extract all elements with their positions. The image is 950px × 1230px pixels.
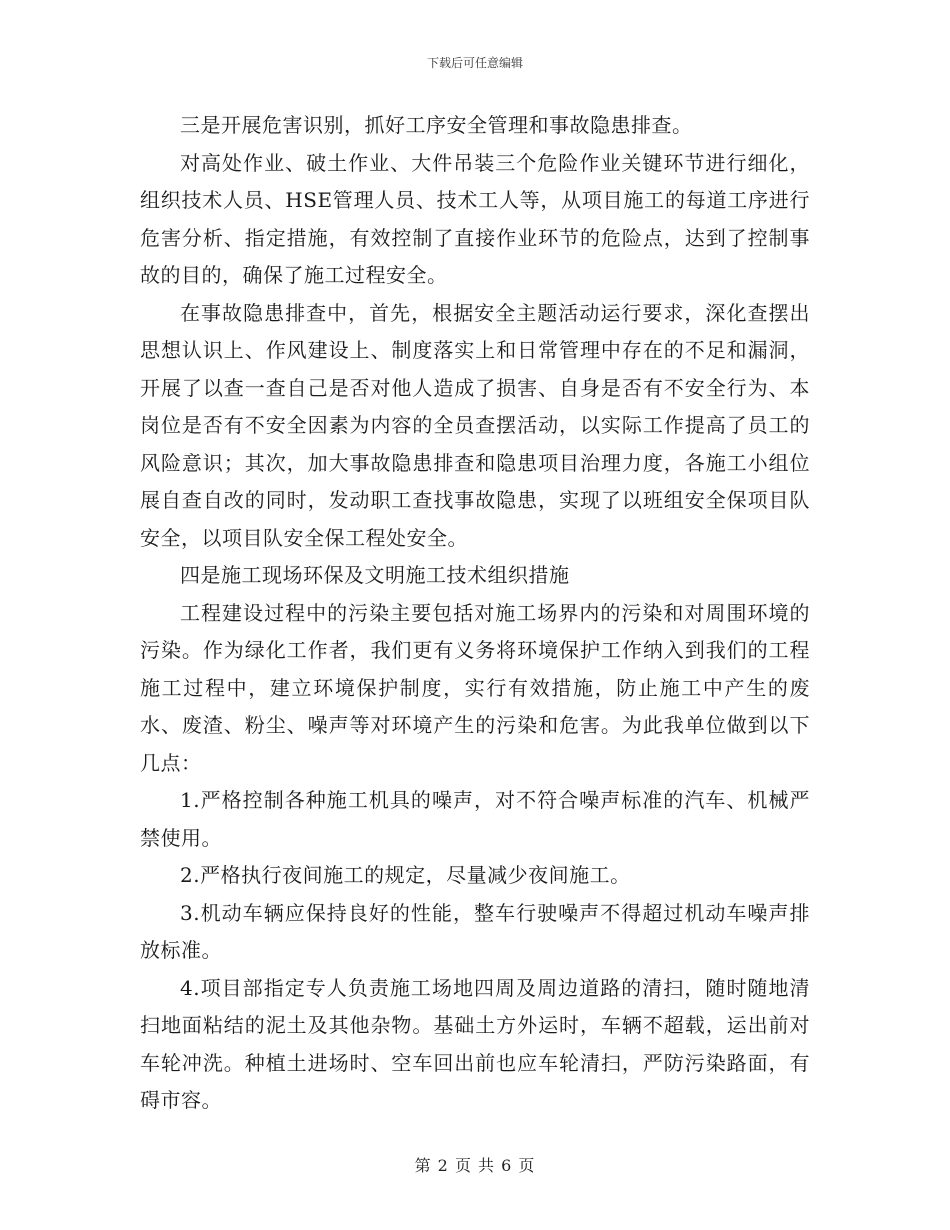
paragraph-1: 三是开展危害识别，抓好工序安全管理和事故隐患排查。	[180, 113, 693, 137]
list-item-4: 4.项目部指定专人负责施工场地四周及周边道路的清扫，随时随地清扫地面粘结的泥土及其他杂物。基础土方外运时，车辆不超载，运出前对车轮冲洗。种植土进场时、空车回出前也应车轮清扫，严防污染路面，有碍市容。	[140, 975, 810, 1112]
paragraph-5: 工程建设过程中的污染主要包括对施工场界内的污染和对周围环境的污染。作为绿化工作者，我们更有义务将环境保护工作纳入到我们的工程施工过程中，建立环境保护制度，实行有效措施，防止施工中产生的废水、废渣、粉尘、噪声等对环境产生的污染和危害。为此我单位做到以下几点：	[140, 600, 810, 775]
list-item-3: 3.机动车辆应保持良好的性能，整车行驶噪声不得超过机动车噪声排放标准。	[140, 900, 810, 962]
page-number: 第 2 页 共 6 页	[414, 1156, 536, 1175]
paragraph-4-heading: 四是施工现场环保及文明施工技术组织措施	[180, 563, 570, 587]
paragraph-2: 对高处作业、破土作业、大件吊装三个危险作业关键环节进行细化，组织技术人员、HSE管理人员、技术工人等，从项目施工的每道工序进行危害分析、指定措施，有效控制了直接作业环节的危险点，达到了控制事故的目的，确保了施工过程安全。	[140, 150, 810, 287]
document-body	[140, 107, 810, 1120]
paragraph-3: 在事故隐患排查中，首先，根据安全主题活动运行要求，深化查摆出思想认识上、作风建设上、制度落实上和日常管理中存在的不足和漏洞，开展了以查一查自己是否对他人造成了损害、自身是否有不安全行为、本岗位是否有不安全因素为内容的全员查摆活动，以实际工作提高了员工的风险意识；其次，加大事故隐患排查和隐患项目治理力度，各施工小组位展自查自改的同时，发动职工查找事故隐患，实现了以班组安全保项目队安全，以项目队安全保工程处安全。	[140, 300, 810, 550]
list-item-1: 1.严格控制各种施工机具的噪声，对不符合噪声标准的汽车、机械严禁使用。	[140, 788, 810, 850]
header-note: 下载后可任意编辑	[426, 56, 523, 70]
list-item-2: 2.严格执行夜间施工的规定，尽量减少夜间施工。	[180, 863, 631, 887]
